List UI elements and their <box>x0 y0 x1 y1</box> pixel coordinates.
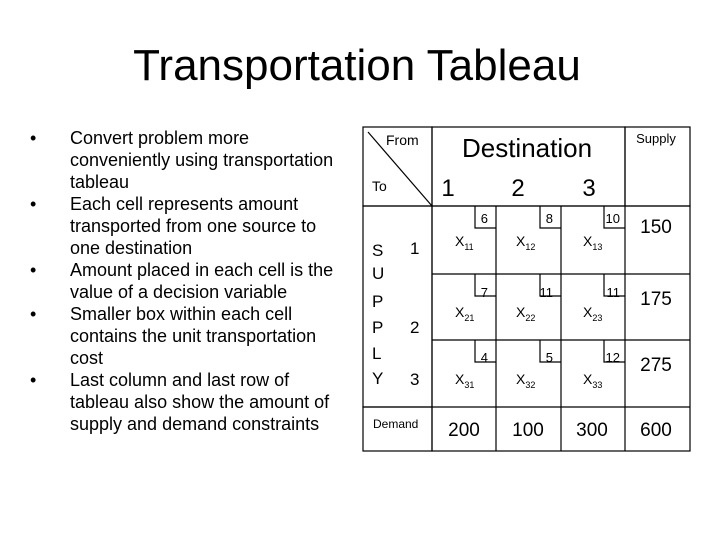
supply-value: 150 <box>640 217 672 238</box>
decision-variable: $X_{31}$ <box>455 371 475 390</box>
decision-variable: $X_{32}$ <box>516 371 536 390</box>
decision-variable: $X_{12}$ <box>516 233 536 252</box>
bullet-item: • Each cell represents amount transported from one source to one destination <box>30 193 350 259</box>
unit-cost: 10 <box>605 211 620 226</box>
unit-cost: 11 <box>606 285 620 300</box>
source-number: 3 <box>410 370 420 389</box>
unit-cost: 5 <box>545 350 553 365</box>
destination-number: 1 <box>441 175 455 202</box>
bullet-item: • Last column and last row of tableau also show the amount of supply and demand constraints <box>30 369 350 435</box>
decision-variable: $X_{23}$ <box>583 304 603 323</box>
unit-cost: 12 <box>605 350 620 365</box>
bullet-item: • Amount placed in each cell is the value of a decision variable <box>30 259 350 303</box>
decision-variable: $X_{21}$ <box>455 304 475 323</box>
supply-value: 175 <box>640 289 672 310</box>
unit-cost: 11 <box>539 285 553 300</box>
supply-letter: Y <box>372 369 384 388</box>
decision-variable: $X_{11}$ <box>455 233 474 252</box>
supply-letter: U <box>372 264 385 283</box>
supply-letter: P <box>372 318 384 337</box>
supply-letter: P <box>372 292 384 311</box>
to-label: To <box>372 178 387 194</box>
unit-cost: 8 <box>545 211 553 226</box>
decision-variable: $X_{22}$ <box>516 304 536 323</box>
demand-label: Demand <box>373 417 419 431</box>
demand-value: 200 <box>448 420 480 441</box>
supply-label: Supply <box>636 131 676 146</box>
demand-value: 100 <box>512 420 544 441</box>
unit-cost: 6 <box>480 211 488 226</box>
unit-cost: 7 <box>480 285 488 300</box>
destination-label: Destination <box>461 133 593 163</box>
source-number: 1 <box>410 239 420 258</box>
supply-letter: L <box>372 344 382 363</box>
unit-cost: 4 <box>480 350 488 365</box>
destination-number: 3 <box>582 175 596 202</box>
slide-title-text: Transportation Tableau <box>133 41 581 90</box>
bullet-item: • Convert problem more conveniently using transportation tableau <box>30 127 350 193</box>
demand-value: 300 <box>576 420 608 441</box>
source-number: 2 <box>410 318 420 337</box>
decision-variable: $X_{13}$ <box>583 233 603 252</box>
total-value: 600 <box>640 420 672 441</box>
bullet-item: • Smaller box within each cell contains the unit transportation cost <box>30 303 350 369</box>
decision-variable: $X_{33}$ <box>583 371 603 390</box>
supply-letter: S <box>372 241 384 260</box>
supply-value: 275 <box>640 355 672 376</box>
destination-number: 2 <box>511 175 525 202</box>
from-label: From <box>386 132 419 148</box>
